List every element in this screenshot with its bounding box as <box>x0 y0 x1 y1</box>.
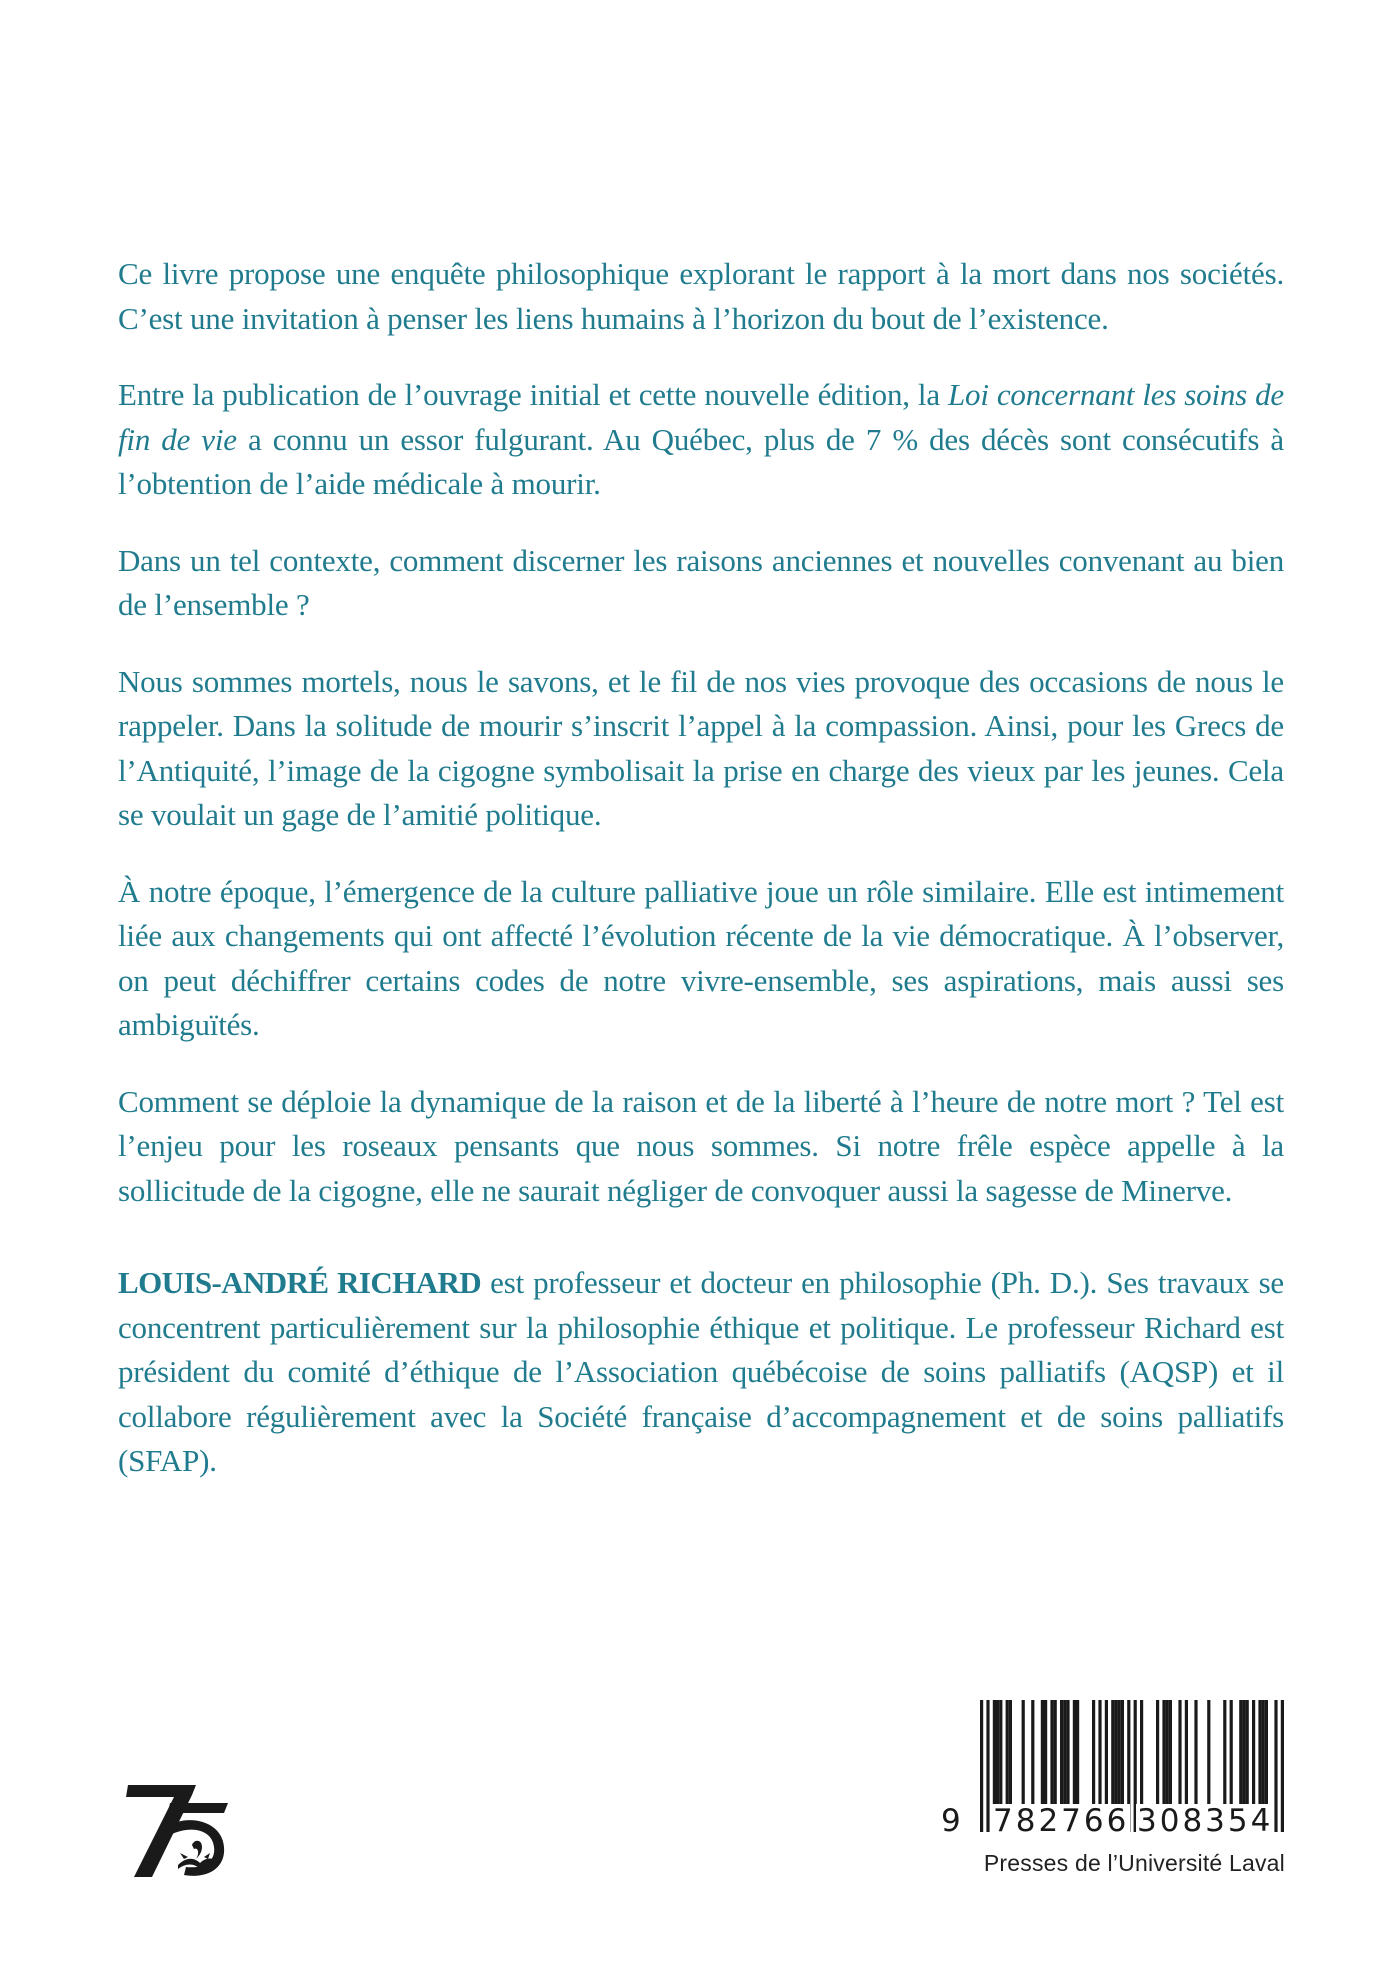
logo-svg <box>118 1783 230 1879</box>
author-name: LOUIS-ANDRÉ RICHARD <box>118 1265 482 1300</box>
paragraph-law <box>118 373 1284 507</box>
paragraph-law-before: Entre la publication de l’ouvrage initial et cette nouvelle édition, la <box>118 377 948 412</box>
law-title: Loi concernant les soins de fin de vie <box>118 377 1284 457</box>
author-bio <box>118 1261 1284 1484</box>
paragraph-minerve: Comment se déploie la dynamique de la raison et de la liberté à l’heure de notre mort ? Tel est l’enjeu pour les roseaux pensants que nous sommes. Si notre frêle espèce appelle à la sollicitude de la cigogne, elle ne saurait négliger de convoquer aussi la sagesse de Minerve. <box>118 1083 1284 1208</box>
barcode-first-digit: 9 <box>941 1803 961 1839</box>
back-cover-text <box>118 252 1284 1516</box>
paragraph-mortality: Nous sommes mortels, nous le savons, et le fil de nos vies provoque des occasions de nous le rappeler. Dans la solitude de mourir s’inscrit l’appel à la compassion. Ainsi, pour les Grecs de l’Antiquité, l’image de la cigogne symbolisait la prise en charge des vieux par les jeunes. Cela se voulait un gage de l’amitié politique. <box>118 663 1284 832</box>
anniversary-75-logo-icon <box>118 1783 230 1879</box>
paragraph-intro: Ce livre propose une enquête philosophique explorant le rapport à la mort dans nos sociétés. C’est une invitation à penser les liens humains à l’horizon du bout de l’existence. <box>118 256 1284 336</box>
barcode-digits <box>940 1804 1290 1840</box>
publisher-name: Presses de l’Université Laval <box>983 1850 1285 1876</box>
barcode-right-group: 308354 <box>1137 1803 1274 1839</box>
paragraph-palliative: À notre époque, l’émergence de la culture palliative joue un rôle similaire. Elle est intimement liée aux changements qui ont affecté l’évolution récente de la vie démocratique. À l’observer, on peut déchiffrer certains codes de notre vivre-ensemble, ses aspirations, mais aussi ses ambiguïtés. <box>118 873 1284 1042</box>
paragraph-question: Dans un tel contexte, comment discerner les raisons anciennes et nouvelles convenant au bien de l’ensemble ? <box>118 542 1284 622</box>
author-bio-text: est professeur et docteur en philosophie (Ph. D.). Ses travaux se concentrent particulièrement sur la philosophie éthique et politique. Le professeur Richard est président du comité d’éthique de l’Association québécoise de soins palliatifs (AQSP) et il collabore régulièrement avec la Société française d’accompagnement et de soins palliatifs (SFAP). <box>118 1265 1284 1478</box>
paragraph-law-after: a connu un essor fulgurant. Au Québec, plus de 7 % des décès sont consécutifs à l’obtention de l’aide médicale à mourir. <box>118 421 1284 501</box>
barcode-left-group: 782766 <box>993 1803 1130 1839</box>
